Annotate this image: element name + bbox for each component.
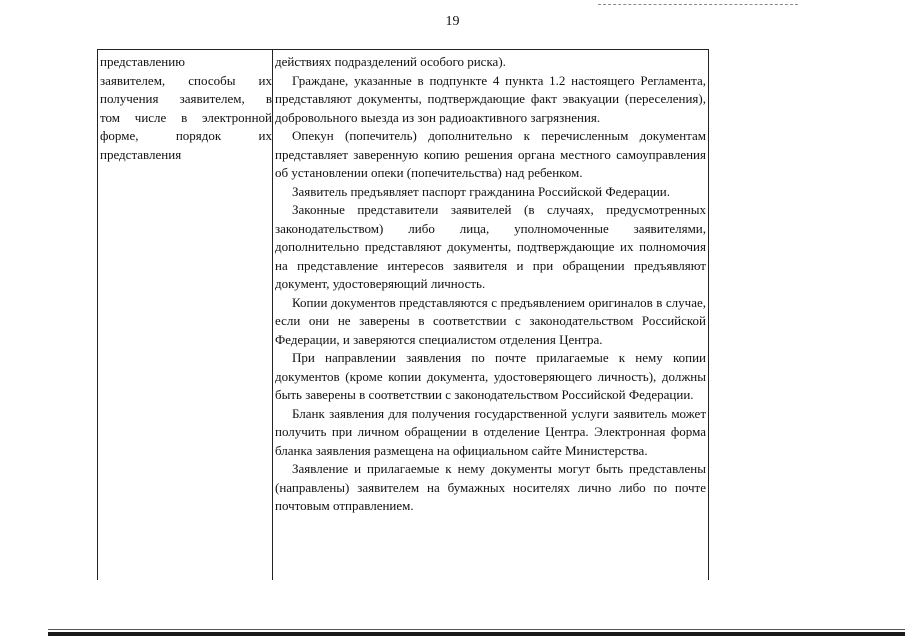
left-cell-line: форме, порядок их — [100, 128, 272, 143]
scan-edge-line — [48, 629, 905, 630]
table-cell-left — [100, 53, 272, 164]
paragraph: действиях подразделений особого риска). — [275, 54, 506, 69]
page-number: 19 — [445, 14, 460, 29]
left-cell-line: представления — [100, 146, 182, 162]
scan-edge-bar — [48, 632, 905, 636]
paragraph: Опекун (попечитель) дополнительно к перечисленным документам представляет заверенную копию решения органа местного самоуправления об установлении опеки (попечительства) над ребенком. — [275, 128, 706, 180]
paragraph: Законные представители заявителей (в случаях, предусмотренных законодательством) либо лица, уполномоченные заявителями, дополнительно представляют документы, подтверждающие их полномочия на представление интересов заявителя и при обращении предъявляют документ, удостоверяющий личность. — [275, 202, 706, 291]
paragraph: При направлении заявления по почте прилагаемые к нему копии документов (кроме копии документа, удостоверяющего личность), должны быть заверены в соответствии с законодательством Российской Федерации. — [275, 350, 706, 402]
left-cell-line: получения заявителем, в — [100, 91, 272, 106]
scan-artifact-line — [598, 4, 798, 6]
paragraph: Копии документов представляются с предъявлением оригиналов в случае, если они не заверены в соответствии с законодательством Российской Федерации, и заверяются специалистом отделения Центра. — [275, 294, 706, 347]
left-cell-line: том числе в электронной — [100, 109, 272, 125]
table-cell-middle — [275, 53, 706, 516]
table-border-left — [97, 49, 98, 580]
paragraph: Заявление и прилагаемые к нему документы могут быть представлены (направлены) заявителем на бумажных носителях лично либо по почте почтовым отправлением. — [275, 461, 706, 513]
table-border-col1 — [272, 49, 273, 580]
table-border-col2 — [708, 49, 709, 580]
paragraph: Бланк заявления для получения государственной услуги заявитель может получить при личном обращении в отделение Центра. Электронная форма бланка заявления размещена на официальном сайте Министерства. — [275, 405, 706, 458]
left-cell-line: представлению — [100, 54, 185, 69]
paragraph: Граждане, указанные в подпункте 4 пункта 1.2 настоящего Регламента, представляют документы, подтверждающие факт эвакуации (переселения), добровольного выезда из зон радиоактивного загрязнения. — [275, 72, 706, 125]
paragraph: Заявитель предъявляет паспорт гражданина Российской Федерации. — [292, 183, 671, 199]
left-cell-line: заявителем, способы их — [100, 72, 272, 88]
table-top-border — [97, 49, 708, 50]
